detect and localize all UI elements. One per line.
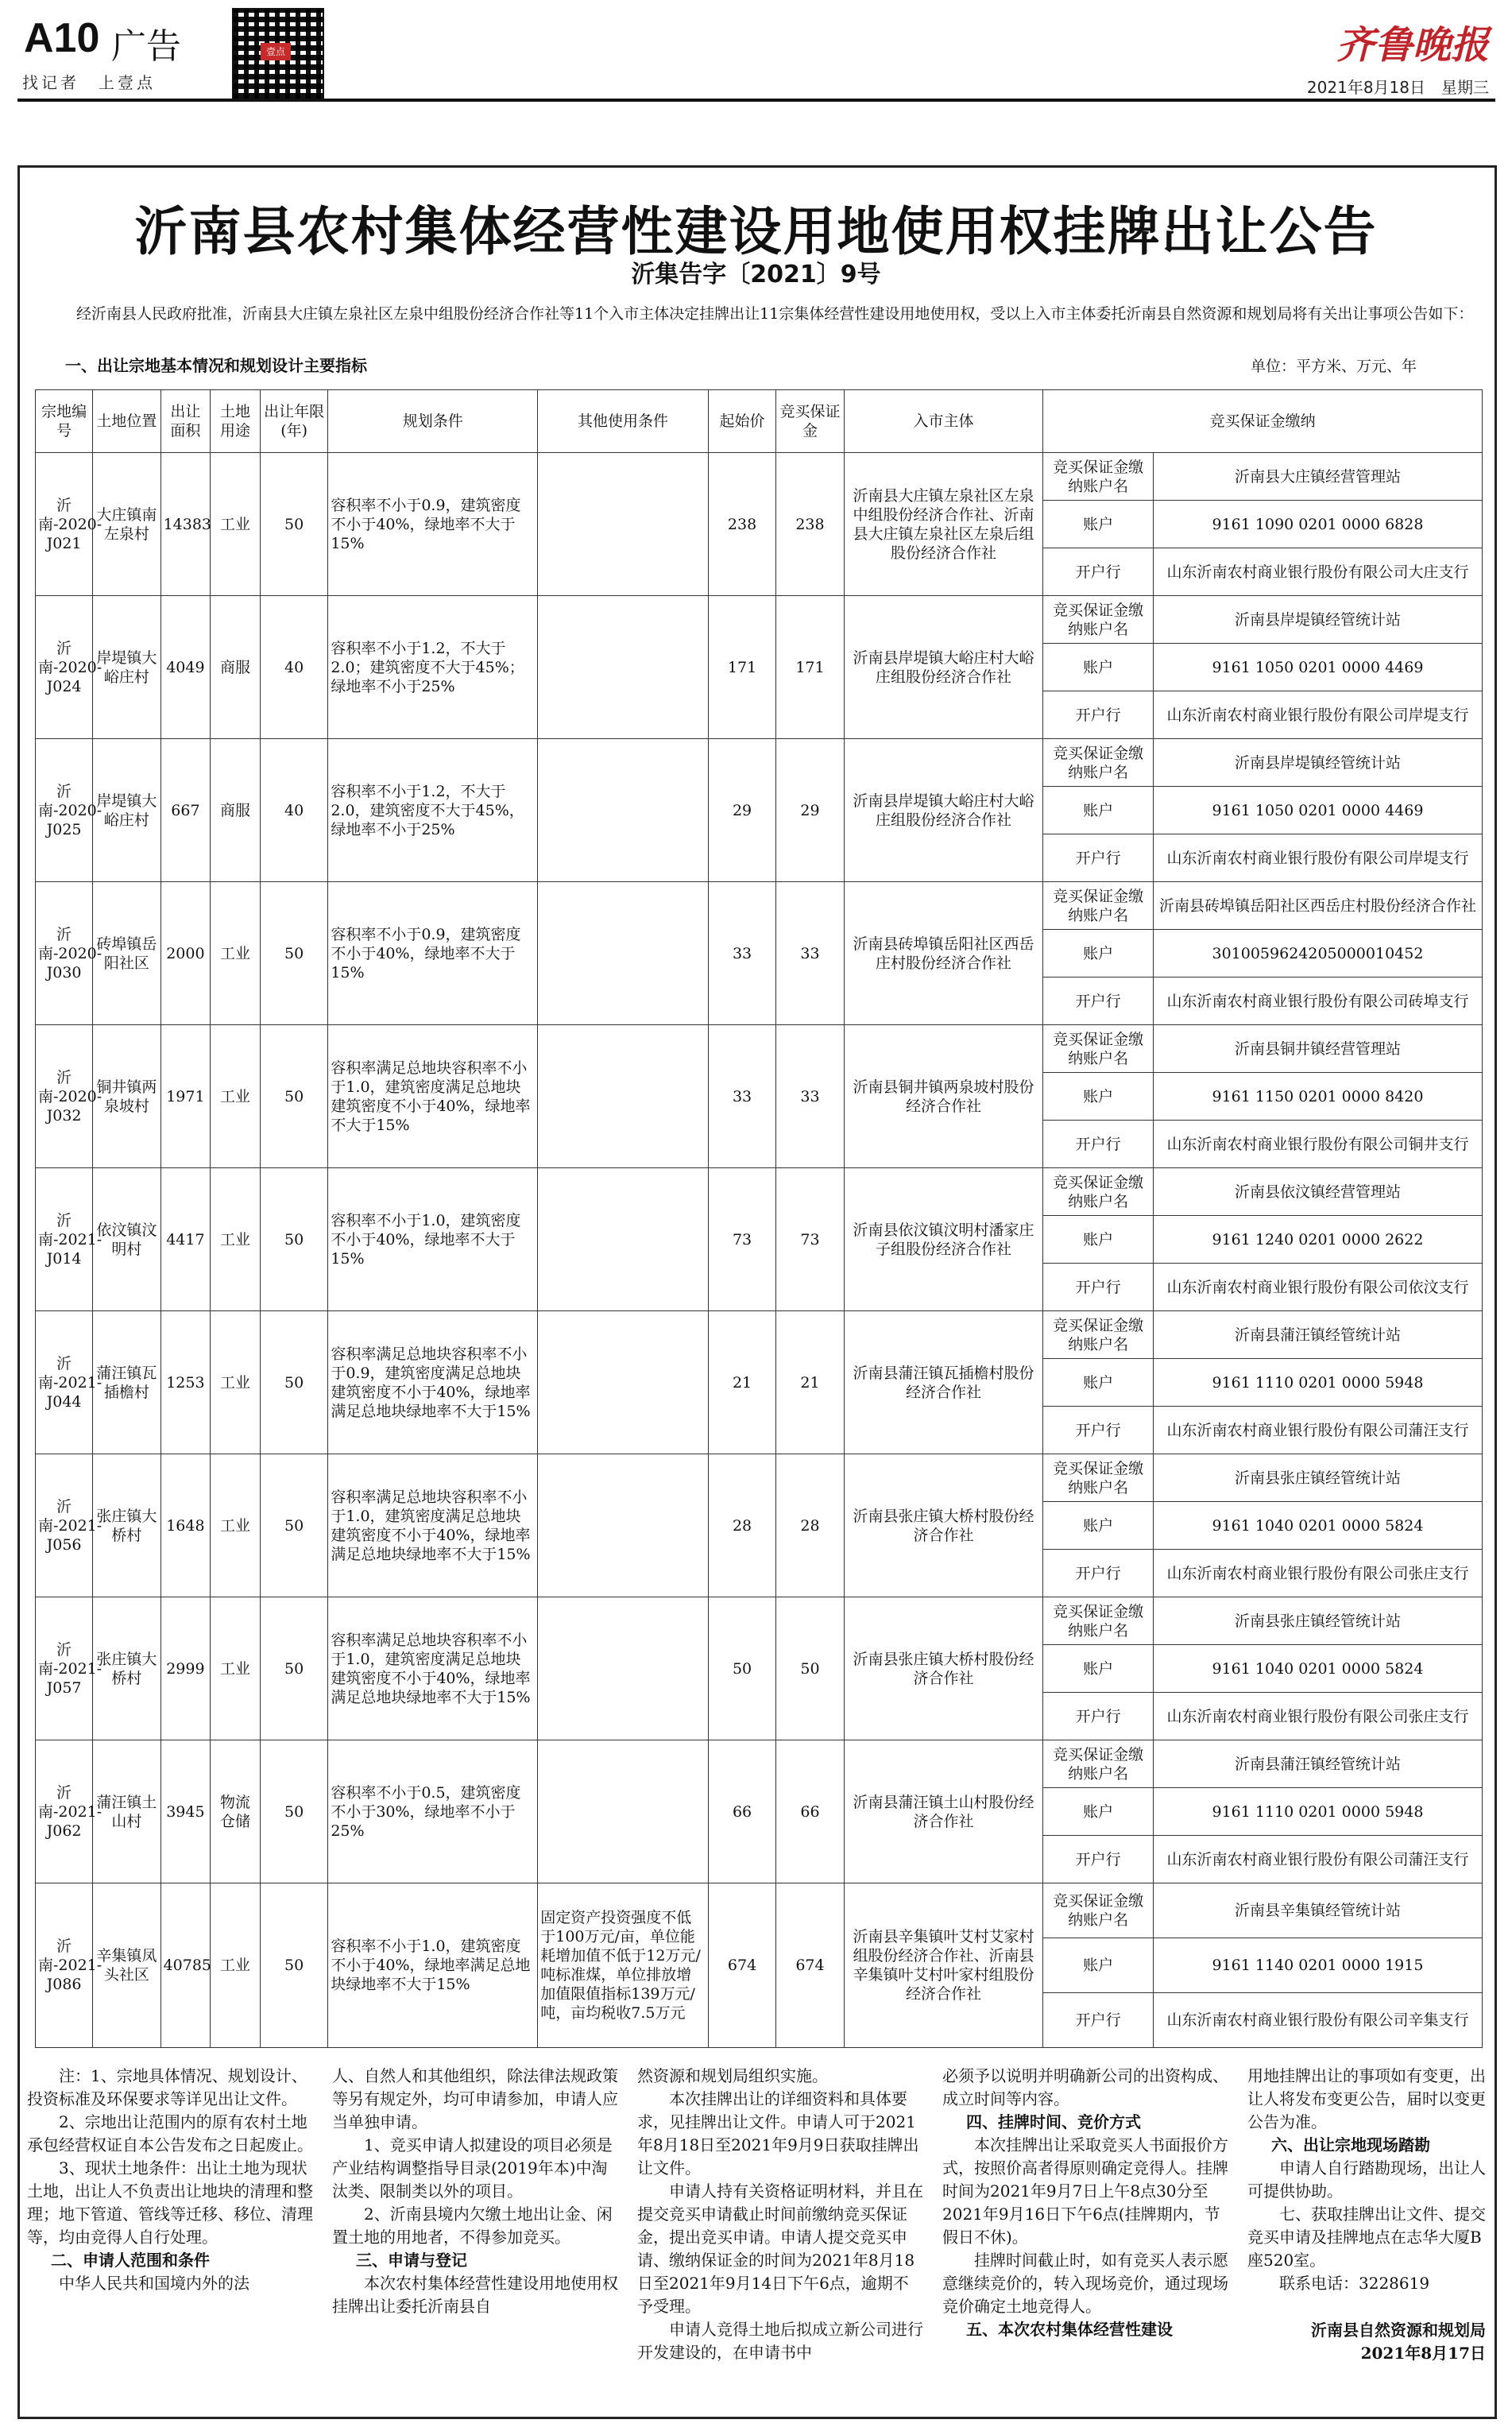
account-label: 账户 xyxy=(1043,930,1154,977)
land-use: 工业 xyxy=(211,1025,261,1168)
planning-conditions: 容积率不小于1.2，不大于2.0，建筑密度不大于45%，绿地率不小于25% xyxy=(328,739,538,882)
market-entity: 沂南县依汶镇汶明村潘家庄子组股份经济合作社 xyxy=(844,1168,1043,1311)
market-entity: 沂南县辛集镇叶艾村艾家村组股份经济合作社、沂南县辛集镇叶艾村叶家村组股份经济合作社 xyxy=(844,1883,1043,2048)
land-use: 工业 xyxy=(211,1168,261,1311)
note-item: 注：1、宗地具体情况、规划设计、投资标准及环保要求等详见出让文件。 xyxy=(27,2066,307,2108)
bank-label: 开户行 xyxy=(1043,1264,1154,1311)
header-cell: 土地用途 xyxy=(211,390,261,453)
parcel-id: 沂南-2021-J044 xyxy=(36,1311,93,1454)
planning-conditions: 容积率满足总地块容积率不小于0.9，建筑密度满足总地块建筑密度不小于40%，绿地率满足总地块绿地率不大于15% xyxy=(328,1311,538,1454)
deposit-amount: 33 xyxy=(776,882,844,1025)
deposit-amount: 29 xyxy=(776,739,844,882)
table-row xyxy=(36,1740,1483,1788)
account-label: 账户 xyxy=(1043,1359,1154,1407)
parcel-id: 沂南-2020-J032 xyxy=(36,1025,93,1168)
account-name-label: 竞买保证金缴纳账户名 xyxy=(1043,596,1154,644)
table-row xyxy=(36,596,1483,644)
parcel-location: 张庄镇大桥村 xyxy=(93,1454,160,1597)
lease-years: 50 xyxy=(260,1168,327,1311)
planning-conditions: 容积率满足总地块容积率不小于1.0，建筑密度满足总地块建筑密度不小于40%，绿地率满足总地块绿地率不大于15% xyxy=(328,1454,538,1597)
bank-name: 山东沂南农村商业银行股份有限公司岸堤支行 xyxy=(1153,834,1482,882)
starting-price: 50 xyxy=(708,1597,775,1740)
account-name-label: 竞买保证金缴纳账户名 xyxy=(1043,1454,1154,1502)
bank-label: 开户行 xyxy=(1043,1693,1154,1740)
lease-years: 40 xyxy=(260,739,327,882)
bank-name: 山东沂南农村商业银行股份有限公司铜井支行 xyxy=(1153,1121,1482,1168)
issuer-name: 沂南县自然资源和规划局 xyxy=(1311,2321,1486,2340)
parcel-id: 沂南-2020-J024 xyxy=(36,596,93,739)
table-row xyxy=(36,739,1483,787)
deposit-amount: 674 xyxy=(776,1883,844,2048)
account-name-label: 竞买保证金缴纳账户名 xyxy=(1043,1740,1154,1788)
bank-name: 山东沂南农村商业银行股份有限公司张庄支行 xyxy=(1153,1550,1482,1597)
note-item: 然资源和规划局组织实施。 xyxy=(637,2066,828,2085)
header-cell: 其他使用条件 xyxy=(538,390,709,453)
account-name-value: 沂南县砖埠镇岳阳社区西岳庄村股份经济合作社 xyxy=(1153,882,1482,930)
lease-years: 50 xyxy=(260,1454,327,1597)
section-heading-7: 七、获取挂牌出让文件、提交竞买申请及挂牌地点在志华大厦B座520室。 xyxy=(1247,2205,1486,2270)
market-entity: 沂南县大庄镇左泉社区左泉中组股份经济合作社、沂南县大庄镇左泉社区左泉后组股份经济合作社 xyxy=(844,453,1043,596)
table-row xyxy=(36,1597,1483,1645)
bank-label: 开户行 xyxy=(1043,834,1154,882)
account-number: 9161 1040 0201 0000 5824 xyxy=(1153,1502,1482,1550)
market-entity: 沂南县铜井镇两泉坡村股份经济合作社 xyxy=(844,1025,1043,1168)
parcel-area: 4049 xyxy=(160,596,211,739)
parcel-area: 667 xyxy=(160,739,211,882)
market-entity: 沂南县岸堤镇大峪庄村大峪庄组股份经济合作社 xyxy=(844,596,1043,739)
page-header xyxy=(17,8,1495,97)
note-item: 2、宗地出让范围内的原有农村土地承包经营权证自本公告发布之日起废止。 xyxy=(27,2112,313,2154)
account-number: 9161 1140 0201 0000 1915 xyxy=(1153,1938,1482,1993)
planning-conditions: 容积率不小于1.0，建筑密度不小于40%，绿地率满足总地块绿地率不大于15% xyxy=(328,1883,538,2048)
note-item: 1、竞买申请人拟建设的项目必须是产业结构调整指导目录(2019年本)中淘汰类、限制类以外的项目。 xyxy=(332,2135,613,2201)
parcel-id: 沂南-2021-J062 xyxy=(36,1740,93,1883)
bank-name: 山东沂南农村商业银行股份有限公司辛集支行 xyxy=(1153,1993,1482,2048)
account-number: 9161 1240 0201 0000 2622 xyxy=(1153,1216,1482,1264)
lease-years: 50 xyxy=(260,1025,327,1168)
account-label: 账户 xyxy=(1043,1073,1154,1121)
notes-section xyxy=(27,2065,1489,2406)
starting-price: 66 xyxy=(708,1740,775,1883)
parcel-table xyxy=(35,389,1483,2048)
bank-label: 开户行 xyxy=(1043,977,1154,1025)
account-name-value: 沂南县岸堤镇经管统计站 xyxy=(1153,739,1482,787)
starting-price: 238 xyxy=(708,453,775,596)
planning-conditions: 容积率不小于0.9，建筑密度不小于40%，绿地率不大于15% xyxy=(328,882,538,1025)
market-entity: 沂南县岸堤镇大峪庄村大峪庄组股份经济合作社 xyxy=(844,739,1043,882)
newspaper-logo: 齐鲁晚报 xyxy=(1336,23,1489,68)
other-conditions xyxy=(538,1740,709,1883)
other-conditions xyxy=(538,596,709,739)
bank-name: 山东沂南农村商业银行股份有限公司砖埠支行 xyxy=(1153,977,1482,1025)
bank-label: 开户行 xyxy=(1043,1407,1154,1454)
table-row xyxy=(36,882,1483,930)
parcel-id: 沂南-2020-J021 xyxy=(36,453,93,596)
bank-label: 开户行 xyxy=(1043,548,1154,596)
account-name-label: 竞买保证金缴纳账户名 xyxy=(1043,882,1154,930)
account-label: 账户 xyxy=(1043,1645,1154,1693)
header-cell: 入市主体 xyxy=(844,390,1043,453)
planning-conditions: 容积率不小于1.0，建筑密度不小于40%，绿地率不大于15% xyxy=(328,1168,538,1311)
account-label: 账户 xyxy=(1043,1938,1154,1993)
parcel-location: 蒲汪镇瓦插檐村 xyxy=(93,1311,160,1454)
note-item: 本次挂牌出让采取竞买人书面报价方式，按照价高者得原则确定竞得人。挂牌时间为2021年9月7日上午8点30分至2021年9月16日下午6点(挂牌期内，节假日不休)。 xyxy=(942,2135,1228,2247)
header-cell: 宗地编号 xyxy=(36,390,93,453)
deposit-amount: 171 xyxy=(776,596,844,739)
header-cell: 出让年限(年) xyxy=(260,390,327,453)
parcel-location: 砖埠镇岳阳社区 xyxy=(93,882,160,1025)
parcel-area: 1648 xyxy=(160,1454,211,1597)
section-heading-1: 一、出让宗地基本情况和规划设计主要指标 xyxy=(65,356,367,375)
account-name-value: 沂南县张庄镇经管统计站 xyxy=(1153,1454,1482,1502)
land-use: 商服 xyxy=(211,596,261,739)
account-name-value: 沂南县蒲汪镇经管统计站 xyxy=(1153,1740,1482,1788)
page-type: 广告 xyxy=(111,26,181,67)
account-name-label: 竞买保证金缴纳账户名 xyxy=(1043,1883,1154,1938)
account-name-label: 竞买保证金缴纳账户名 xyxy=(1043,739,1154,787)
parcel-id: 沂南-2020-J030 xyxy=(36,882,93,1025)
land-use: 工业 xyxy=(211,1454,261,1597)
lease-years: 40 xyxy=(260,596,327,739)
starting-price: 171 xyxy=(708,596,775,739)
account-number: 9161 1110 0201 0000 5948 xyxy=(1153,1788,1482,1836)
market-entity: 沂南县张庄镇大桥村股份经济合作社 xyxy=(844,1454,1043,1597)
section-heading-4: 四、挂牌时间、竞价方式 xyxy=(966,2112,1141,2131)
account-name-value: 沂南县岸堤镇经管统计站 xyxy=(1153,596,1482,644)
lease-years: 50 xyxy=(260,882,327,1025)
notes-column-4 xyxy=(942,2065,1228,2341)
land-use: 商服 xyxy=(211,739,261,882)
account-name-value: 沂南县辛集镇经管统计站 xyxy=(1153,1883,1482,1938)
account-name-value: 沂南县张庄镇经管统计站 xyxy=(1153,1597,1482,1645)
account-name-label: 竞买保证金缴纳账户名 xyxy=(1043,1168,1154,1216)
note-item: 申请人持有关资格证明材料，并且在提交竞买申请截止时间前缴纳竞买保证金，提出竞买申请。申请人提交竞买申请、缴纳保证金的时间为2021年8月18日至2021年9月14日下午6点，逾期不予受理。 xyxy=(637,2181,923,2316)
table-row xyxy=(36,1168,1483,1216)
starting-price: 21 xyxy=(708,1311,775,1454)
starting-price: 33 xyxy=(708,882,775,1025)
note-item: 3、现状土地条件：出让土地为现状土地，出让人不负责出让地块的清理和整理；地下管道、管线等迁移、移位、清理等，均由竞得人自行处理。 xyxy=(27,2158,313,2247)
market-entity: 沂南县蒲汪镇瓦插檐村股份经济合作社 xyxy=(844,1311,1043,1454)
parcel-id: 沂南-2020-J025 xyxy=(36,739,93,882)
page-number: A10 xyxy=(24,15,100,61)
parcel-area: 2999 xyxy=(160,1597,211,1740)
table-row xyxy=(36,1311,1483,1359)
bank-label: 开户行 xyxy=(1043,1550,1154,1597)
deposit-amount: 238 xyxy=(776,453,844,596)
land-use: 工业 xyxy=(211,1311,261,1454)
account-number: 9161 1110 0201 0000 5948 xyxy=(1153,1359,1482,1407)
starting-price: 73 xyxy=(708,1168,775,1311)
issue-date-signature: 2021年8月17日 xyxy=(1360,2344,1486,2363)
market-entity: 沂南县蒲汪镇土山村股份经济合作社 xyxy=(844,1740,1043,1883)
land-use: 工业 xyxy=(211,882,261,1025)
table-row xyxy=(36,1883,1483,1938)
bank-label: 开户行 xyxy=(1043,691,1154,739)
planning-conditions: 容积率不小于0.9，建筑密度不小于40%，绿地率不大于15% xyxy=(328,453,538,596)
parcel-location: 铜井镇两泉坡村 xyxy=(93,1025,160,1168)
starting-price: 29 xyxy=(708,739,775,882)
parcel-location: 依汶镇汶明村 xyxy=(93,1168,160,1311)
account-number: 301005962420500001045​2 xyxy=(1153,930,1482,977)
intro-paragraph: 经沂南县人民政府批准，沂南县大庄镇左泉社区左泉中组股份经济合作社等11个入市主体决定挂牌出让11宗集体经营性建设用地使用权，受以上入市主体委托沂南县自然资源和规划局将有关出让事项公告如下： xyxy=(76,305,1474,323)
bank-name: 山东沂南农村商业银行股份有限公司蒲汪支行 xyxy=(1153,1836,1482,1883)
account-number: 9161 1150 0201 0000 8420 xyxy=(1153,1073,1482,1121)
account-label: 账户 xyxy=(1043,644,1154,691)
account-name-label: 竞买保证金缴纳账户名 xyxy=(1043,1025,1154,1073)
bank-name: 山东沂南农村商业银行股份有限公司张庄支行 xyxy=(1153,1693,1482,1740)
other-conditions xyxy=(538,739,709,882)
note-item: 2、沂南县境内欠缴土地出让金、闲置土地的用地者，不得参加竞买。 xyxy=(332,2205,613,2247)
parcel-area: 4417 xyxy=(160,1168,211,1311)
other-conditions xyxy=(538,1025,709,1168)
notes-column-1 xyxy=(27,2065,313,2295)
header-divider xyxy=(17,99,1495,102)
notes-column-2 xyxy=(332,2065,618,2318)
deposit-amount: 21 xyxy=(776,1311,844,1454)
starting-price: 674 xyxy=(708,1883,775,2048)
parcel-area: 1971 xyxy=(160,1025,211,1168)
account-label: 账户 xyxy=(1043,1788,1154,1836)
note-item: 本次挂牌出让的详细资料和具体要求，见挂牌出让文件。申请人可于2021年8月18日至2021年9月9日获取挂牌出让文件。 xyxy=(637,2089,919,2178)
other-conditions xyxy=(538,1597,709,1740)
note-item: 挂牌时间截止时，如有竞买人表示愿意继续竞价的，转入现场竞价，通过现场竞价确定土地竞得人。 xyxy=(942,2251,1228,2316)
notice-title: 沂南县农村集体经营性建设用地使用权挂牌出让公告 xyxy=(134,201,1378,262)
parcel-id: 沂南-2021-J057 xyxy=(36,1597,93,1740)
land-use: 工业 xyxy=(211,1597,261,1740)
parcel-area: 2000 xyxy=(160,882,211,1025)
section-heading-5: 五、本次农村集体经营性建设 xyxy=(966,2320,1173,2339)
deposit-amount: 50 xyxy=(776,1597,844,1740)
account-number: 9161 1050 0201 0000 4469 xyxy=(1153,787,1482,834)
bank-name: 山东沂南农村商业银行股份有限公司岸堤支行 xyxy=(1153,691,1482,739)
lease-years: 50 xyxy=(260,1740,327,1883)
bank-name: 山东沂南农村商业银行股份有限公司大庄支行 xyxy=(1153,548,1482,596)
parcel-location: 岸堤镇大峪庄村 xyxy=(93,596,160,739)
header-cell: 土地位置 xyxy=(93,390,160,453)
other-conditions xyxy=(538,453,709,596)
account-name-value: 沂南县依汶镇经营管理站 xyxy=(1153,1168,1482,1216)
section-heading-3: 三、申请与登记 xyxy=(356,2251,467,2270)
bank-label: 开户行 xyxy=(1043,1121,1154,1168)
deposit-amount: 66 xyxy=(776,1740,844,1883)
table-row xyxy=(36,1025,1483,1073)
notes-column-5 xyxy=(1247,2065,1486,2365)
bank-name: 山东沂南农村商业银行股份有限公司依汶支行 xyxy=(1153,1264,1482,1311)
parcel-location: 岸堤镇大峪庄村 xyxy=(93,739,160,882)
parcel-location: 辛集镇凤头社区 xyxy=(93,1883,160,2048)
reporter-slogan: 找记者 上壹点 xyxy=(22,73,156,92)
other-conditions: 固定资产投资强度不低于100万元/亩，单位能耗增加值不低于12万元/吨标准煤，单位排放增加值限值指标139万元/吨，亩均税收7.5万元 xyxy=(538,1883,709,2048)
parcel-location: 大庄镇南左泉村 xyxy=(93,453,160,596)
parcel-id: 沂南-2021-J086 xyxy=(36,1883,93,2048)
contact-phone: 联系电话：3228619 xyxy=(1279,2274,1430,2293)
deposit-amount: 73 xyxy=(776,1168,844,1311)
note-item: 用地挂牌出让的事项如有变更，出让人将发布变更公告，届时以变更公告为准。 xyxy=(1247,2066,1486,2131)
table-row xyxy=(36,453,1483,501)
parcel-location: 蒲汪镇土山村 xyxy=(93,1740,160,1883)
deposit-amount: 33 xyxy=(776,1025,844,1168)
note-item: 本次农村集体经营性建设用地使用权挂牌出让委托沂南县自 xyxy=(332,2274,618,2316)
account-name-value: 沂南县大庄镇经营管理站 xyxy=(1153,453,1482,501)
note-item: 申请人竞得土地后拟成立新公司进行开发建设的，在申请书中 xyxy=(637,2320,923,2362)
planning-conditions: 容积率不小于0.5，建筑密度不小于30%，绿地率不小于25% xyxy=(328,1740,538,1883)
account-name-label: 竞买保证金缴纳账户名 xyxy=(1043,1597,1154,1645)
section-heading-6: 六、出让宗地现场踏勘 xyxy=(1271,2135,1430,2154)
header-cell: 出让面积 xyxy=(160,390,211,453)
bank-name: 山东沂南农村商业银行股份有限公司蒲汪支行 xyxy=(1153,1407,1482,1454)
other-conditions xyxy=(538,1168,709,1311)
qr-badge: 壹点 xyxy=(261,43,291,60)
starting-price: 33 xyxy=(708,1025,775,1168)
lease-years: 50 xyxy=(260,453,327,596)
other-conditions xyxy=(538,882,709,1025)
note-item: 申请人自行踏勘现场，出让人可提供协助。 xyxy=(1247,2158,1486,2201)
note-item: 中华人民共和国境内外的法 xyxy=(59,2274,249,2293)
header-cell: 起始价 xyxy=(708,390,775,453)
table-row xyxy=(36,1454,1483,1502)
other-conditions xyxy=(538,1454,709,1597)
planning-conditions: 容积率满足总地块容积率不小于1.0，建筑密度满足总地块建筑密度不小于40%，绿地率不大于15% xyxy=(328,1025,538,1168)
starting-price: 28 xyxy=(708,1454,775,1597)
account-label: 账户 xyxy=(1043,501,1154,548)
lease-years: 50 xyxy=(260,1597,327,1740)
land-use: 工业 xyxy=(211,453,261,596)
bank-label: 开户行 xyxy=(1043,1993,1154,2048)
note-item: 人、自然人和其他组织，除法律法规政策等另有规定外，均可申请参加，申请人应当单独申请。 xyxy=(332,2066,618,2131)
account-name-value: 沂南县铜井镇经营管理站 xyxy=(1153,1025,1482,1073)
account-number: 9161 1090 0201 0000 6828 xyxy=(1153,501,1482,548)
deposit-amount: 28 xyxy=(776,1454,844,1597)
notes-column-3 xyxy=(637,2065,923,2364)
market-entity: 沂南县砖埠镇岳阳社区西岳庄村股份经济合作社 xyxy=(844,882,1043,1025)
account-name-value: 沂南县蒲汪镇经管统计站 xyxy=(1153,1311,1482,1359)
account-number: 9161 1050 0201 0000 4469 xyxy=(1153,644,1482,691)
issue-date: 2021年8月18日 星期三 xyxy=(1306,78,1489,97)
planning-conditions: 容积率不小于1.2，不大于2.0；建筑密度不大于45%；绿地率不小于25% xyxy=(328,596,538,739)
section-heading-2: 二、申请人范围和条件 xyxy=(51,2251,210,2270)
header-cell: 竞买保证金 xyxy=(776,390,844,453)
unit-note: 单位：平方米、万元、年 xyxy=(1250,358,1417,375)
document-number: 沂集告字〔2021〕9号 xyxy=(631,261,881,288)
parcel-id: 沂南-2021-J056 xyxy=(36,1454,93,1597)
header-cell: 规划条件 xyxy=(328,390,538,453)
market-entity: 沂南县张庄镇大桥村股份经济合作社 xyxy=(844,1597,1043,1740)
account-label: 账户 xyxy=(1043,1502,1154,1550)
parcel-id: 沂南-2021-J014 xyxy=(36,1168,93,1311)
planning-conditions: 容积率满足总地块容积率不小于1.0，建筑密度满足总地块建筑密度不小于40%，绿地率满足总地块绿地率不大于15% xyxy=(328,1597,538,1740)
header-cell: 竞买保证金缴纳 xyxy=(1043,390,1483,453)
account-label: 账户 xyxy=(1043,1216,1154,1264)
account-number: 9161 1040 0201 0000 5824 xyxy=(1153,1645,1482,1693)
account-label: 账户 xyxy=(1043,787,1154,834)
land-use: 物流仓储 xyxy=(211,1740,261,1883)
account-name-label: 竞买保证金缴纳账户名 xyxy=(1043,453,1154,501)
lease-years: 50 xyxy=(260,1883,327,2048)
other-conditions xyxy=(538,1311,709,1454)
parcel-location: 张庄镇大桥村 xyxy=(93,1597,160,1740)
note-item: 必须予以说明并明确新公司的出资构成、成立时间等内容。 xyxy=(942,2066,1228,2108)
land-use: 工业 xyxy=(211,1883,261,2048)
bank-label: 开户行 xyxy=(1043,1836,1154,1883)
parcel-area: 3945 xyxy=(160,1740,211,1883)
account-name-label: 竞买保证金缴纳账户名 xyxy=(1043,1311,1154,1359)
parcel-area: 40785 xyxy=(160,1883,211,2048)
parcel-area: 1253 xyxy=(160,1311,211,1454)
parcel-area: 14383 xyxy=(160,453,211,596)
lease-years: 50 xyxy=(260,1311,327,1454)
